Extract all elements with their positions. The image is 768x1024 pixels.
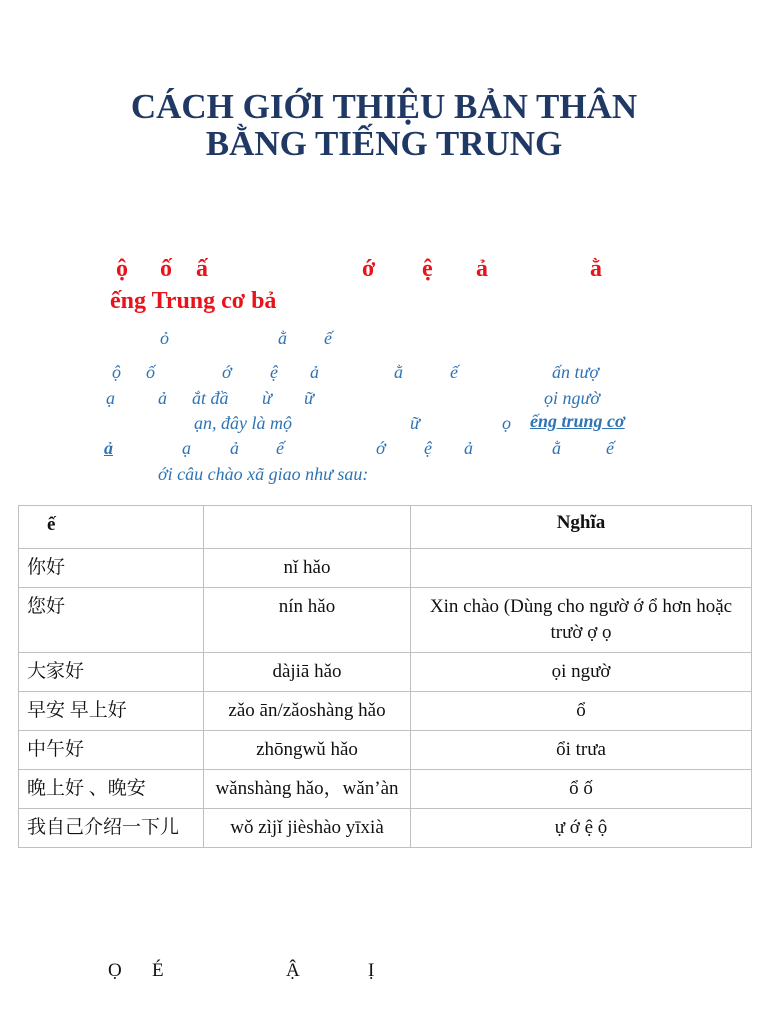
table-row — [19, 549, 752, 588]
table-row — [19, 809, 752, 848]
intro-fragment: ữ — [304, 388, 314, 408]
intro-fragment: ắt đầ — [192, 388, 229, 408]
table-header-row — [19, 506, 752, 549]
meaning-cell: ổi trưa — [411, 731, 752, 770]
intro-fragment: ừ — [262, 388, 272, 408]
hanzi-cell: 中午好 — [19, 731, 204, 770]
intro-fragment: ế — [606, 438, 614, 458]
heading-fragment: ấ — [196, 256, 208, 282]
intro-fragment: ả — [464, 438, 473, 458]
table-row — [19, 770, 752, 809]
intro-fragment: ạ — [106, 388, 115, 408]
heading-fragment: ằ — [590, 256, 602, 282]
heading-fragment: ớ — [362, 256, 376, 282]
heading-line-2: ếng Trung cơ bả — [110, 288, 277, 314]
intro-fragment: ớ — [376, 438, 386, 458]
hanzi-cell: 大家好 — [19, 653, 204, 692]
intro-fragment: ằ — [552, 438, 561, 458]
footer-fragment: Ọ — [108, 960, 122, 981]
heading-fragment: ệ — [422, 256, 433, 282]
footer-fragment: Ậ — [286, 960, 300, 981]
footer-fragment: É — [152, 960, 164, 981]
intro-paragraph — [0, 320, 768, 490]
pinyin-cell: wǎnshàng hǎo，wǎn’àn — [204, 770, 411, 809]
intro-fragment: ọi ngườ — [544, 388, 600, 408]
meaning-cell: ọi ngườ — [411, 653, 752, 692]
meaning-cell: Xin chào (Dùng cho ngườ ớ ổ hơn hoặc trườ ợ ọ — [411, 588, 752, 653]
meaning-cell — [411, 549, 752, 588]
table-row — [19, 653, 752, 692]
section-heading — [0, 250, 768, 320]
header-cell — [204, 506, 411, 549]
greetings-table — [18, 505, 752, 848]
section-footer-heading — [0, 956, 768, 986]
article-link-continued[interactable]: ả — [104, 438, 113, 458]
intro-fragment: ả — [310, 362, 319, 382]
pinyin-cell: nǐ hǎo — [204, 549, 411, 588]
intro-fragment: ữ — [410, 413, 420, 433]
intro-fragment: ạ — [182, 438, 191, 458]
table-row — [19, 588, 752, 653]
hanzi-cell: 您好 — [19, 588, 204, 653]
title-line-1: CÁCH GIỚI THIỆU BẢN THÂN — [130, 87, 638, 126]
pinyin-cell: dàjiā hǎo — [204, 653, 411, 692]
intro-fragment: ả — [158, 388, 167, 408]
intro-fragment: ọ — [502, 413, 511, 433]
intro-fragment: ế — [324, 328, 332, 348]
table-row — [19, 731, 752, 770]
meaning-cell: ổ — [411, 692, 752, 731]
header-cell: Nghĩa — [411, 506, 752, 549]
pinyin-cell: nín hǎo — [204, 588, 411, 653]
intro-fragment: ỏ — [160, 328, 169, 348]
hanzi-cell: 你好 — [19, 549, 204, 588]
intro-fragment: ấn tượ — [552, 362, 599, 382]
table-row — [19, 692, 752, 731]
intro-fragment: ệ — [424, 438, 432, 458]
intro-fragment: ộ — [112, 362, 121, 382]
heading-fragment: ộ — [116, 256, 128, 282]
meaning-cell: ổ ố — [411, 770, 752, 809]
heading-fragment: ả — [476, 256, 488, 282]
title-line-2: BẰNG TIẾNG TRUNG — [205, 124, 563, 163]
header-cell: ế — [19, 506, 204, 549]
hanzi-cell: 早安 早上好 — [19, 692, 204, 731]
hanzi-cell: 晚上好 、晚安 — [19, 770, 204, 809]
document-title — [0, 88, 768, 162]
meaning-cell: ự ớ ệ ộ — [411, 809, 752, 848]
hanzi-cell: 我自己介绍一下儿 — [19, 809, 204, 848]
intro-fragment: ằ — [278, 328, 287, 348]
pinyin-cell: zhōngwǔ hǎo — [204, 731, 411, 770]
intro-fragment: ả — [230, 438, 239, 458]
article-link[interactable]: ếng trung cơ — [530, 411, 625, 431]
intro-fragment: ệ — [270, 362, 278, 382]
intro-fragment: ạn, đây là mộ — [194, 413, 292, 433]
pinyin-cell: zǎo ān/zǎoshàng hǎo — [204, 692, 411, 731]
intro-fragment: ằ — [394, 362, 403, 382]
intro-fragment: ố — [146, 362, 155, 382]
footer-fragment: Ị — [368, 960, 375, 981]
pinyin-cell: wǒ zìjǐ jièshào yīxià — [204, 809, 411, 848]
intro-fragment: ới câu chào xã giao như sau: — [158, 464, 369, 484]
intro-fragment: ế — [450, 362, 458, 382]
heading-fragment: ố — [160, 256, 172, 282]
intro-fragment: ế — [276, 438, 284, 458]
intro-fragment: ớ — [222, 362, 232, 382]
